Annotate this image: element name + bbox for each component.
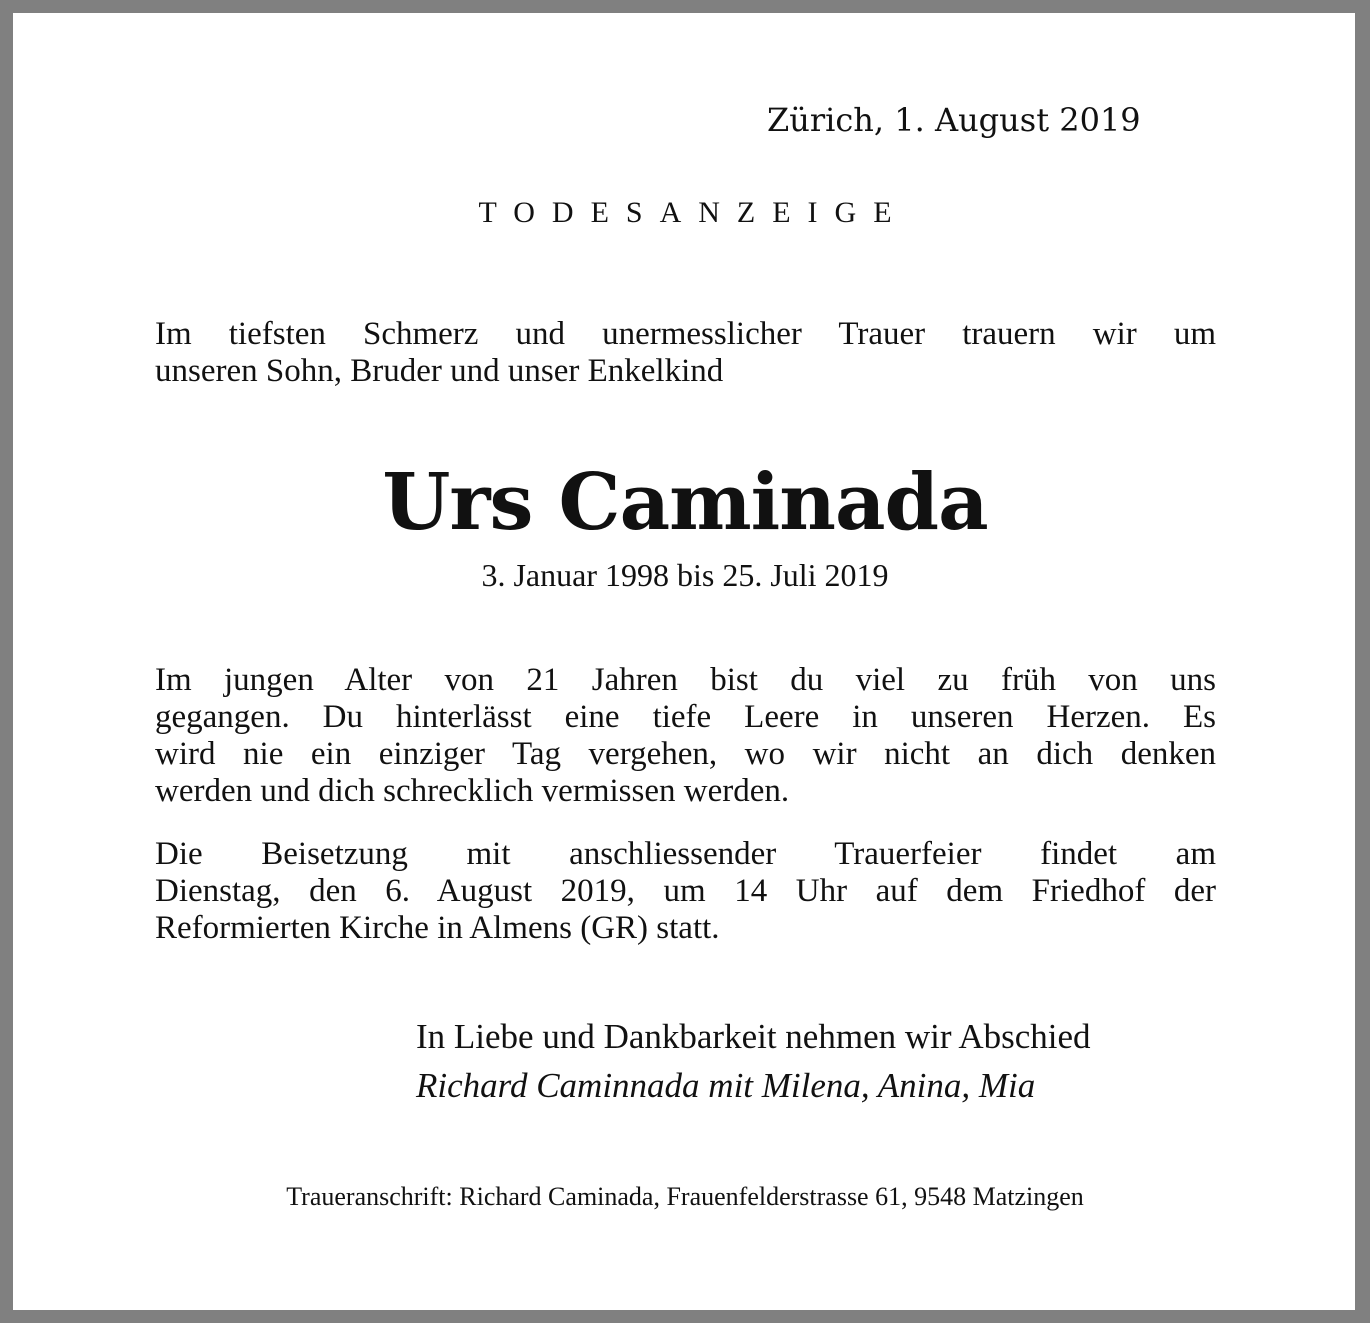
tribute-line: werden und dich schrecklich vermissen werden. xyxy=(155,773,790,809)
mourning-address: Traueranschrift: Richard Caminada, Frauenfelderstrasse 61, 9548 Matzingen xyxy=(286,1182,1084,1211)
place-date: Zürich, 1. August 2019 xyxy=(767,101,1141,139)
tribute-paragraph xyxy=(155,662,1216,810)
tribute-line: gegangen. Du hinterlässt eine tiefe Leere in unseren Herzen. Es xyxy=(155,699,1216,735)
funeral-info-line: Reformierten Kirche in Almens (GR) statt. xyxy=(155,910,720,946)
notice-heading: TODESANZEIGE xyxy=(478,196,909,229)
intro-line: Im tiefsten Schmerz und unermesslicher Trauer trauern wir um xyxy=(155,316,1216,352)
intro-line: unseren Sohn, Bruder und unser Enkelkind xyxy=(155,353,724,389)
funeral-info-line: Dienstag, den 6. August 2019, um 14 Uhr auf dem Friedhof der xyxy=(155,873,1216,909)
tribute-line: wird nie ein einziger Tag vergehen, wo wir nicht an dich denken xyxy=(155,736,1216,772)
funeral-info-line: Die Beisetzung mit anschliessender Trauerfeier findet am xyxy=(155,836,1216,872)
signers: Richard Caminnada mit Milena, Anina, Mia xyxy=(416,1066,1036,1105)
intro-paragraph xyxy=(155,316,1216,390)
funeral-info-paragraph xyxy=(155,836,1216,947)
tribute-line: Im jungen Alter von 21 Jahren bist du viel zu früh von uns xyxy=(155,662,1216,698)
life-dates: 3. Januar 1998 bis 25. Juli 2019 xyxy=(481,557,889,593)
deceased-name: Urs Caminada xyxy=(382,457,988,548)
farewell-text: In Liebe und Dankbarkeit nehmen wir Abschied xyxy=(416,1017,1091,1056)
